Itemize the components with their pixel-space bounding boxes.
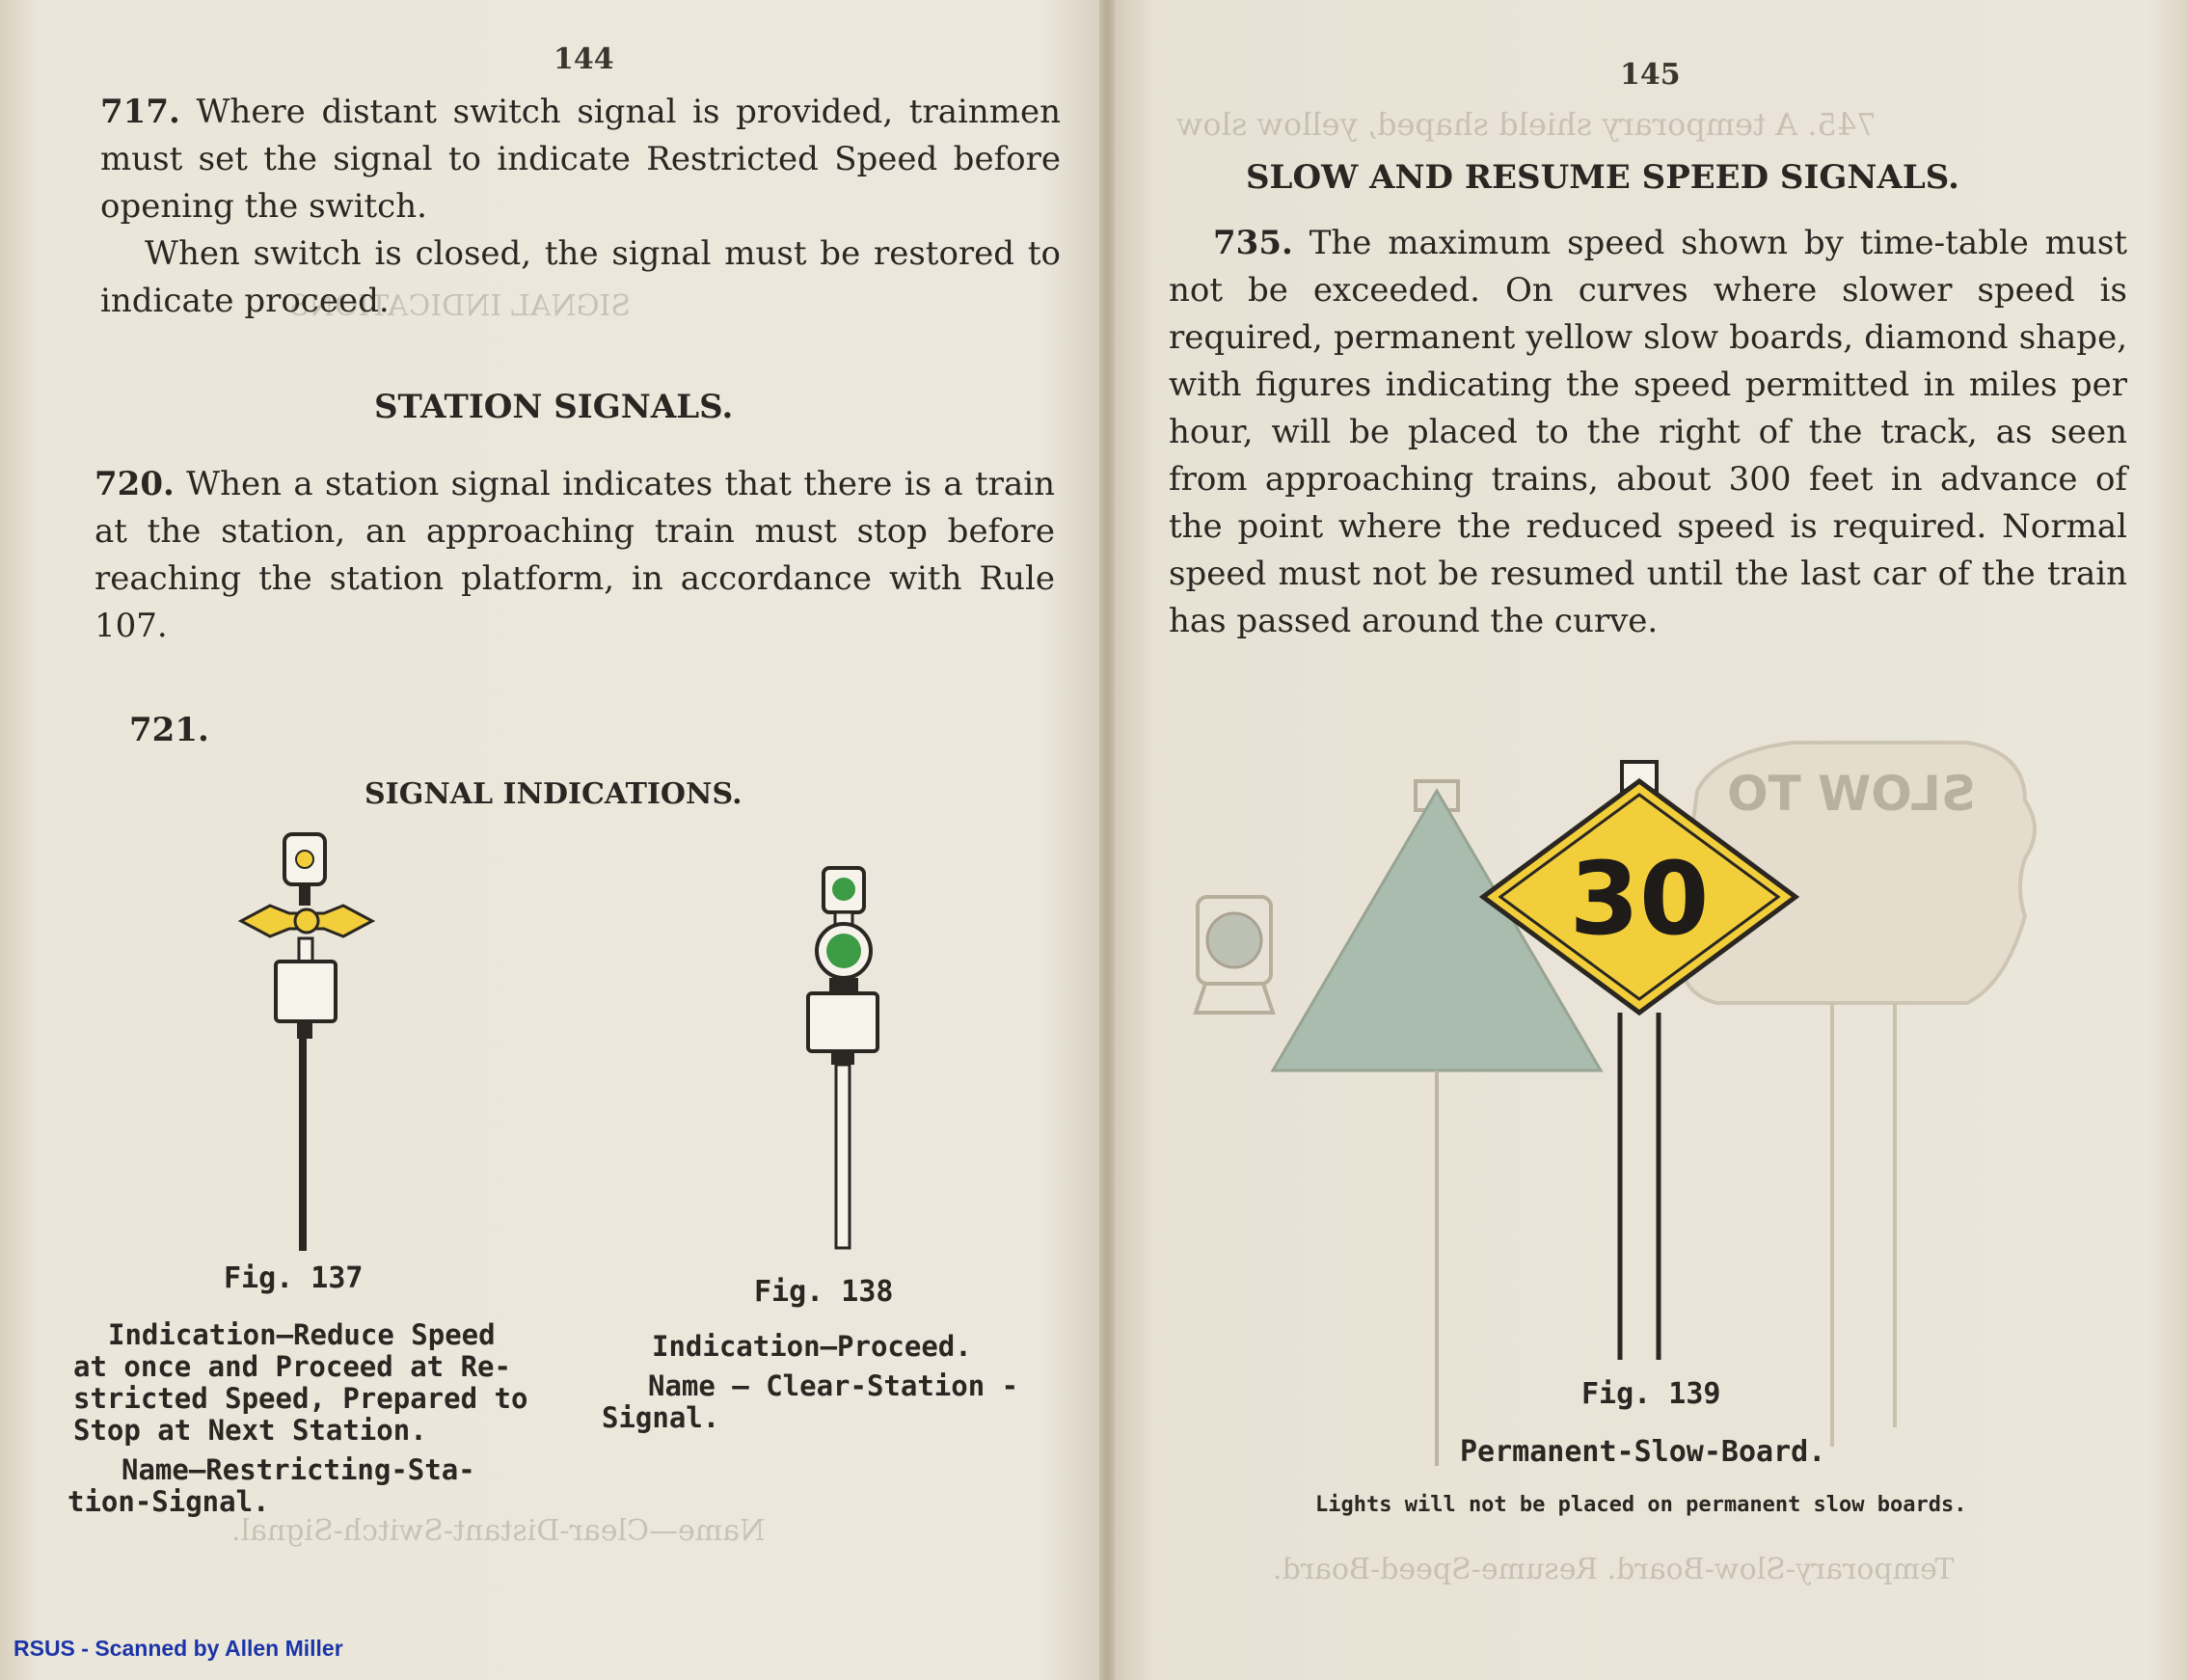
fig138-indication-line: Indication—Proceed. <box>652 1330 972 1363</box>
rule-717-text: Where distant switch signal is provided, trainmen must set the signal to indicate Restricted Speed before opening the switch. <box>100 93 1061 226</box>
fig138-name-line-2: Signal. <box>602 1401 720 1434</box>
fig137-indication-line-3: stricted Speed, Prepared to <box>73 1382 528 1415</box>
fig137-indication-line-1: Indication—Reduce Speed <box>108 1318 496 1351</box>
book-gutter <box>1099 0 1115 1680</box>
rule-717-number: 717. <box>100 93 180 131</box>
rule-735-text: The maximum speed shown by time-table must not be exceeded. On curves where slower speed is required, permanent yellow slow boards, diamond shape, with figures indicating the speed permitted in miles per hour, will be placed to the right of the track, as seen from approaching trains, about 300 feet in advance of the point where the reduced speed is required. Normal speed must not be resumed until the last car of the train has passed around the curve. <box>1169 224 2127 640</box>
svg-text:SLOW TO: SLOW TO <box>1727 766 1976 822</box>
station-signals-heading: STATION SIGNALS. <box>374 388 734 426</box>
rule-721-number: 721. <box>129 711 209 749</box>
slow-resume-heading: SLOW AND RESUME SPEED SIGNALS. <box>1246 158 1959 197</box>
rule-717-text-2: When switch is closed, the signal must be restored to indicate proceed. <box>100 234 1061 320</box>
bleed-through-right: 745. A temporary shield shaped, yellow slow <box>1176 106 1876 143</box>
fig139-label: Fig. 139 <box>1581 1377 1721 1411</box>
fig137-indication-line-2: at once and Proceed at Re- <box>73 1350 511 1383</box>
fig137-name <box>68 1454 475 1518</box>
bleed-through-left-2: Name—Clear-Distant-Switch-Signal. <box>231 1514 766 1548</box>
board-speed-number: 30 <box>1569 840 1710 958</box>
fig139-name: Permanent-Slow-Board. <box>1460 1435 1826 1469</box>
rule-735-number: 735. <box>1213 224 1293 262</box>
fig137-name-line-1: Name—Restricting-Sta- <box>122 1453 475 1486</box>
bleed-through-left: SIGNAL INDICATIONS <box>289 289 631 323</box>
fig137-name-line-2: tion-Signal. <box>68 1485 270 1518</box>
bleed-through-right-2: Temporary-Slow-Board. Resume-Speed-Board. <box>1273 1553 1955 1586</box>
rule-735-block <box>1169 220 2127 645</box>
fig138-name-line-1: Name — Clear-Station - <box>648 1369 1019 1402</box>
rule-720-number: 720. <box>94 465 175 503</box>
scanner-credit: RSUS - Scanned by Allen Miller <box>14 1636 343 1661</box>
fig139-slow-board-illustration <box>1176 714 2141 1485</box>
fig138-clear-station-signal-illustration <box>789 858 904 1263</box>
signal-indications-heading: SIGNAL INDICATIONS. <box>364 777 742 811</box>
page-number-right: 145 <box>1620 58 1681 92</box>
fig137-indication <box>73 1319 527 1447</box>
rule-720-block <box>94 461 1055 650</box>
fig137-indication-line-4: Stop at Next Station. <box>73 1414 427 1447</box>
page-number-left: 144 <box>554 42 614 76</box>
fig139-note: Lights will not be placed on permanent slow boards. <box>1315 1493 1967 1517</box>
fig137-restricting-signal-illustration <box>231 825 463 1278</box>
rule-717-block <box>100 89 1061 325</box>
fig138-label: Fig. 138 <box>754 1275 894 1309</box>
fig137-label: Fig. 137 <box>224 1261 364 1295</box>
rule-720-text: When a station signal indicates that there is a train at the station, an approaching train must stop before reaching the station platform, in accordance with Rule 107. <box>94 465 1055 645</box>
fig138-caption <box>602 1331 1018 1434</box>
